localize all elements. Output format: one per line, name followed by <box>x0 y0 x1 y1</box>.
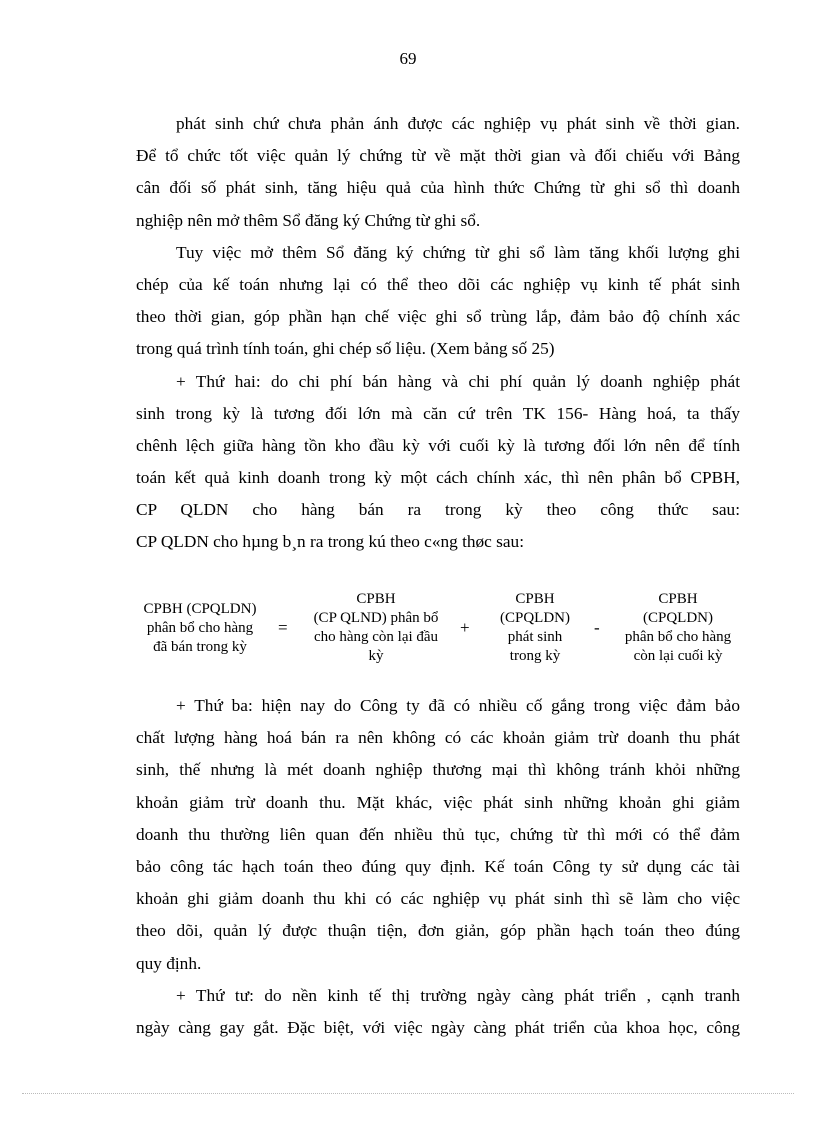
allocation-formula <box>130 588 750 673</box>
minus-sign: - <box>594 618 600 637</box>
formula-line: CPBH <box>515 591 555 607</box>
text-line: theo dõi, quản lý được thuận tiện, đơn giản, góp phần hạch toán theo đúng <box>136 921 740 941</box>
formula-term-opening <box>296 590 456 666</box>
text-line: CP QLDN cho hµng b¸n ra trong kú theo c«ng thøc sau: <box>136 532 525 552</box>
text-line: + Thứ hai: do chi phí bán hàng và chi phí quản lý doanh nghiệp phát <box>176 371 740 391</box>
text-line: trong quá trình tính toán, ghi chép số liệu. (Xem bảng số 25) <box>136 339 555 359</box>
formula-line: phân bổ cho hàng <box>624 629 732 645</box>
text-line: chênh lệch giữa hàng tồn kho đầu kỳ với cuối kỳ là tương đối lớn nên để tính <box>136 435 740 455</box>
text-line: khoản ghi giảm doanh thu khi có các nghiệp vụ phát sinh thì sẽ làm cho việc <box>136 889 740 909</box>
formula-lhs <box>130 600 270 657</box>
formula-line: phát sinh <box>507 629 563 645</box>
formula-line: CPBH (CPQLDN) <box>143 601 257 617</box>
body-text-bottom <box>136 690 740 1044</box>
text-line: bảo công tác hạch toán theo đúng quy định. Kế toán Công ty sử dụng các tài <box>136 856 740 876</box>
formula-line: phân bổ cho hàng <box>146 620 254 636</box>
formula-term-incurred <box>480 590 590 666</box>
formula-line: trong kỳ <box>509 648 561 664</box>
formula-line: đã bán trong kỳ <box>153 639 247 655</box>
formula-line: cho hàng còn lại đầu <box>313 629 439 645</box>
page-number: 69 <box>399 49 417 68</box>
text-line: khoản giảm trừ doanh thu. Mặt khác, việc phát sinh những khoản ghi giảm <box>136 792 740 812</box>
text-line: quy định. <box>136 953 202 973</box>
equals-sign: = <box>278 618 288 637</box>
plus-sign: + <box>460 618 470 637</box>
text-line: chép của kế toán nhưng lại có thể theo dõi các nghiệp vụ kinh tế phát sinh <box>136 274 740 294</box>
text-line: + Thứ tư: do nền kinh tế thị trường ngày càng phát triển , cạnh tranh <box>176 985 740 1005</box>
page-bottom-border <box>22 1093 794 1094</box>
text-line: theo thời gian, góp phần hạn chế việc ghi sổ trùng lắp, đảm bảo độ chính xác <box>136 307 740 327</box>
formula-line: (CP QLND) phân bổ <box>313 610 439 626</box>
formula-line: (CPQLDN) <box>500 610 570 626</box>
formula-line: (CPQLDN) <box>643 610 713 626</box>
text-line: CP QLDN cho hàng bán ra trong kỳ theo công thức sau: <box>136 500 740 520</box>
text-line: chất lượng hàng hoá bán ra nên không có các khoản giảm trừ doanh thu phát <box>136 728 740 748</box>
text-line: phát sinh chứ chưa phản ánh được các nghiệp vụ phát sinh về thời gian. <box>176 114 740 133</box>
formula-line: kỳ <box>368 648 384 664</box>
text-line: + Thứ ba: hiện nay do Công ty đã có nhiều cố gắng trong việc đảm bảo <box>176 696 740 715</box>
text-line: ngày càng gay gắt. Đặc biệt, với việc ngày càng phát triển của khoa học, công <box>136 1017 740 1037</box>
text-line: nghiệp nên mở thêm Sổ đăng ký Chứng từ ghi sổ. <box>136 210 481 230</box>
formula-line: CPBH <box>658 591 698 607</box>
text-line: Để tổ chức tốt việc quản lý chứng từ về mặt thời gian và đối chiếu với Bảng <box>136 146 740 166</box>
text-line: toán kết quả kinh doanh trong kỳ một cách chính xác, thì nên phân bổ CPBH, <box>136 468 740 488</box>
formula-line: còn lại cuối kỳ <box>633 648 723 664</box>
text-line: doanh thu thường liên quan đến nhiều thủ tục, chứng từ thì mới có thể đảm <box>136 824 740 844</box>
body-text-top <box>136 108 740 559</box>
text-line: sinh trong kỳ là tương đối lớn mà căn cứ trên TK 156- Hàng hoá, ta thấy <box>136 403 740 423</box>
text-line: Tuy việc mở thêm Sổ đăng ký chứng từ ghi sổ làm tăng khối lượng ghi <box>176 242 740 262</box>
text-line: cân đối số phát sinh, tăng hiệu quả của hình thức Chứng từ ghi sổ thì doanh <box>136 178 740 198</box>
formula-term-closing <box>608 590 748 666</box>
formula-line: CPBH <box>356 591 396 607</box>
text-line: sinh, thế nhưng là mét doanh nghiệp thương mại thì không tránh khỏi những <box>136 760 740 780</box>
